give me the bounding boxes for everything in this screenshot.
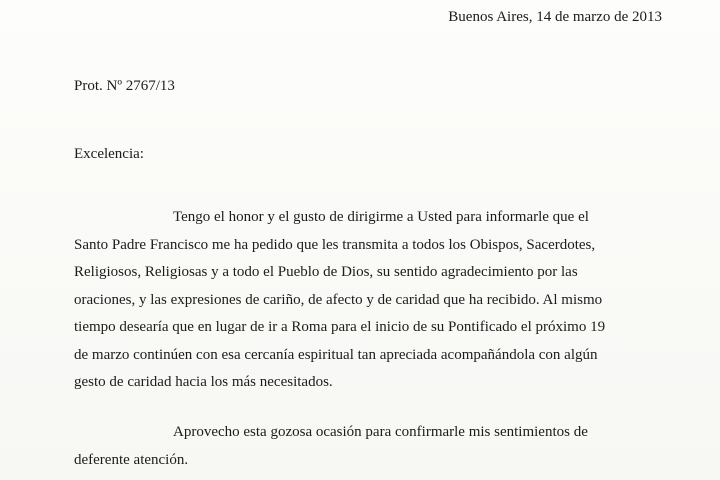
paragraph1-line: Religiosos, Religiosas y a todo el Pueblo de Dios, su sentido agradecimiento por las — [74, 264, 578, 280]
paragraph2-line: deferente atención. — [74, 452, 189, 468]
paragraph1-line: Tengo el honor y el gusto de dirigirme a Usted para informarle que el — [173, 209, 589, 225]
salutation: Excelencia: — [74, 146, 144, 162]
paragraph1-line: gesto de caridad hacia los más necesitados. — [74, 374, 333, 390]
paragraph1-line: oraciones, y las expresiones de cariño, de afecto y de caridad que ha recibido. Al mismo — [74, 292, 603, 308]
paragraph1-line: tiempo desearía que en lugar de ir a Roma para el inicio de su Pontificado el próximo 19 — [74, 319, 606, 335]
place-date: Buenos Aires, 14 de marzo de 2013 — [448, 9, 662, 25]
paragraph2-line: Aprovecho esta gozosa ocasión para confirmarle mis sentimientos de — [173, 424, 588, 440]
paragraph1-line: Santo Padre Francisco me ha pedido que les transmita a todos los Obispos, Sacerdotes, — [74, 237, 596, 253]
paragraph1-line: de marzo continúen con esa cercanía espiritual tan apreciada acompañándola con algún — [74, 347, 598, 363]
protocol-number: Prot. Nº 2767/13 — [74, 78, 175, 94]
